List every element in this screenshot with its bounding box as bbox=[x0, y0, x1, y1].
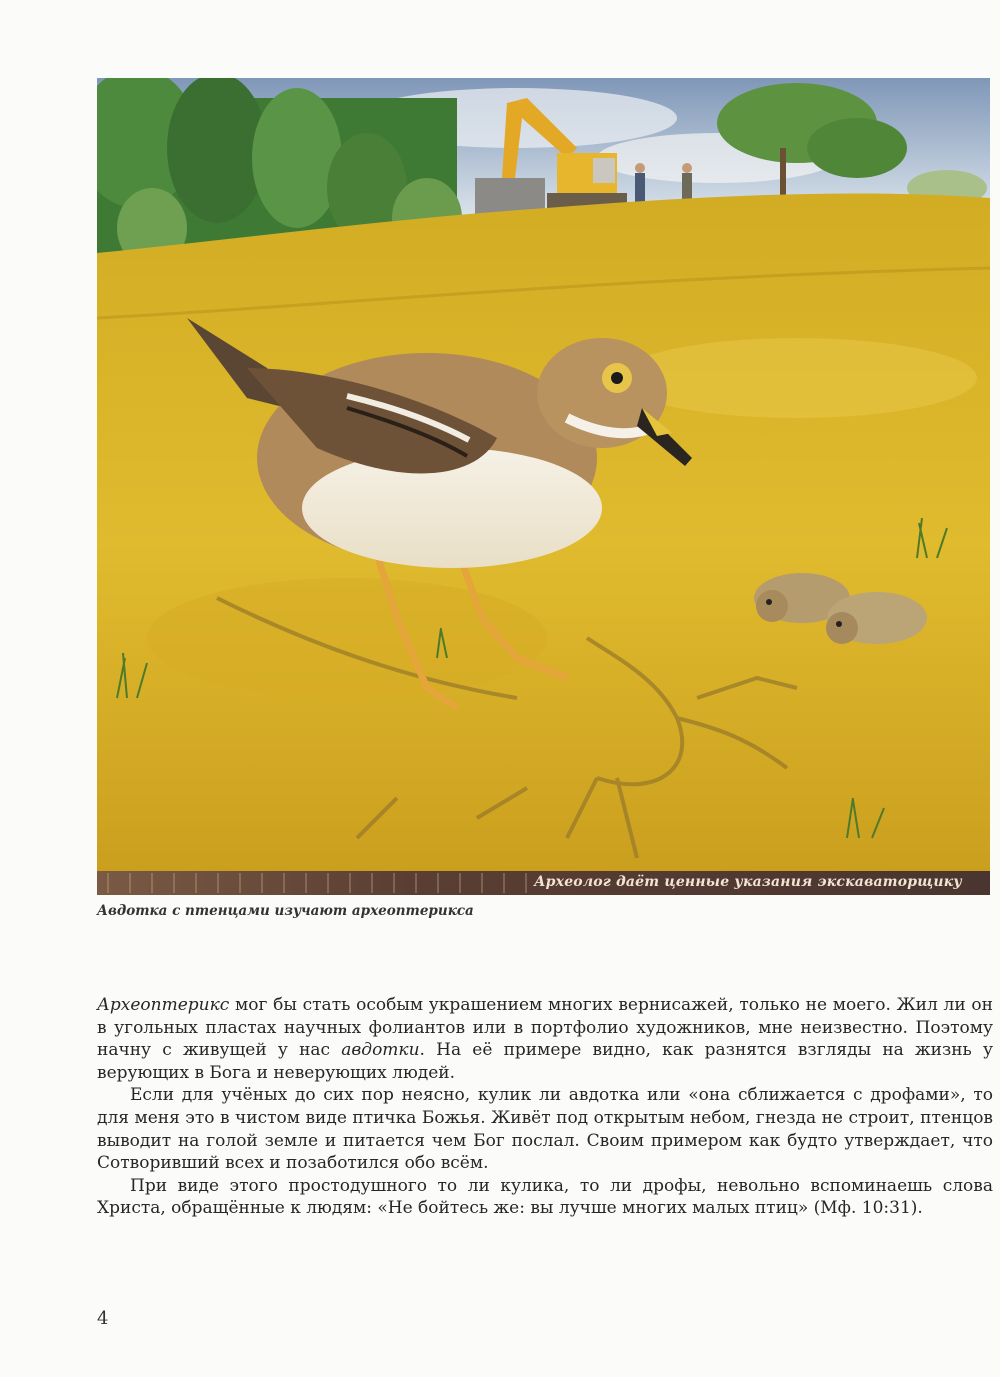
paragraph-1-part-1: мог бы стать особым украшением многих вернисажей, только не моего. Жил ли он в угольных пластах научных фолиантов или в портфолио художников, мне неизвестно. Поэтому начну с живущей у нас bbox=[97, 995, 993, 1061]
article-body bbox=[97, 994, 993, 1220]
figure-caption: Авдотка с птенцами изучают археоптерикса bbox=[97, 903, 474, 919]
painting-bird-with-chicks bbox=[97, 78, 990, 895]
paragraph-1 bbox=[97, 994, 993, 1084]
caption-banner bbox=[97, 871, 990, 895]
paragraph-1-part-2: . На её примере видно, как разнятся взгляды на жизнь у верующих в Бога и неверующих людей. bbox=[97, 1040, 994, 1083]
page-number: 4 bbox=[97, 1308, 109, 1329]
paragraph-2: Если для учёных до сих пор неясно, кулик ли авдотка или «она сближается с дрофами», то для меня это в чистом виде птичка Божья. Живёт под открытым небом, гнезда не строит, птенцов выводит на голой земле и питается чем Бог послал. Своим примером как будто утверждает, что Сотворивший всех и позаботился обо всём. bbox=[97, 1085, 993, 1174]
banner-text: Археолог даёт ценные указания экскаваторщику bbox=[534, 874, 962, 890]
term-avdotka: авдотки bbox=[341, 1040, 420, 1061]
paragraph-3: При виде этого простодушного то ли кулика, то ли дрофы, невольно вспоминаешь слова Христа, обращённые к людям: «Не бойтесь же: вы лучше многих малых птиц» (Мф. 10:31). bbox=[97, 1175, 993, 1219]
banner-ornament bbox=[107, 873, 527, 893]
term-archaeopteryx: Археоптерикс bbox=[97, 995, 230, 1015]
illustration bbox=[97, 78, 990, 895]
